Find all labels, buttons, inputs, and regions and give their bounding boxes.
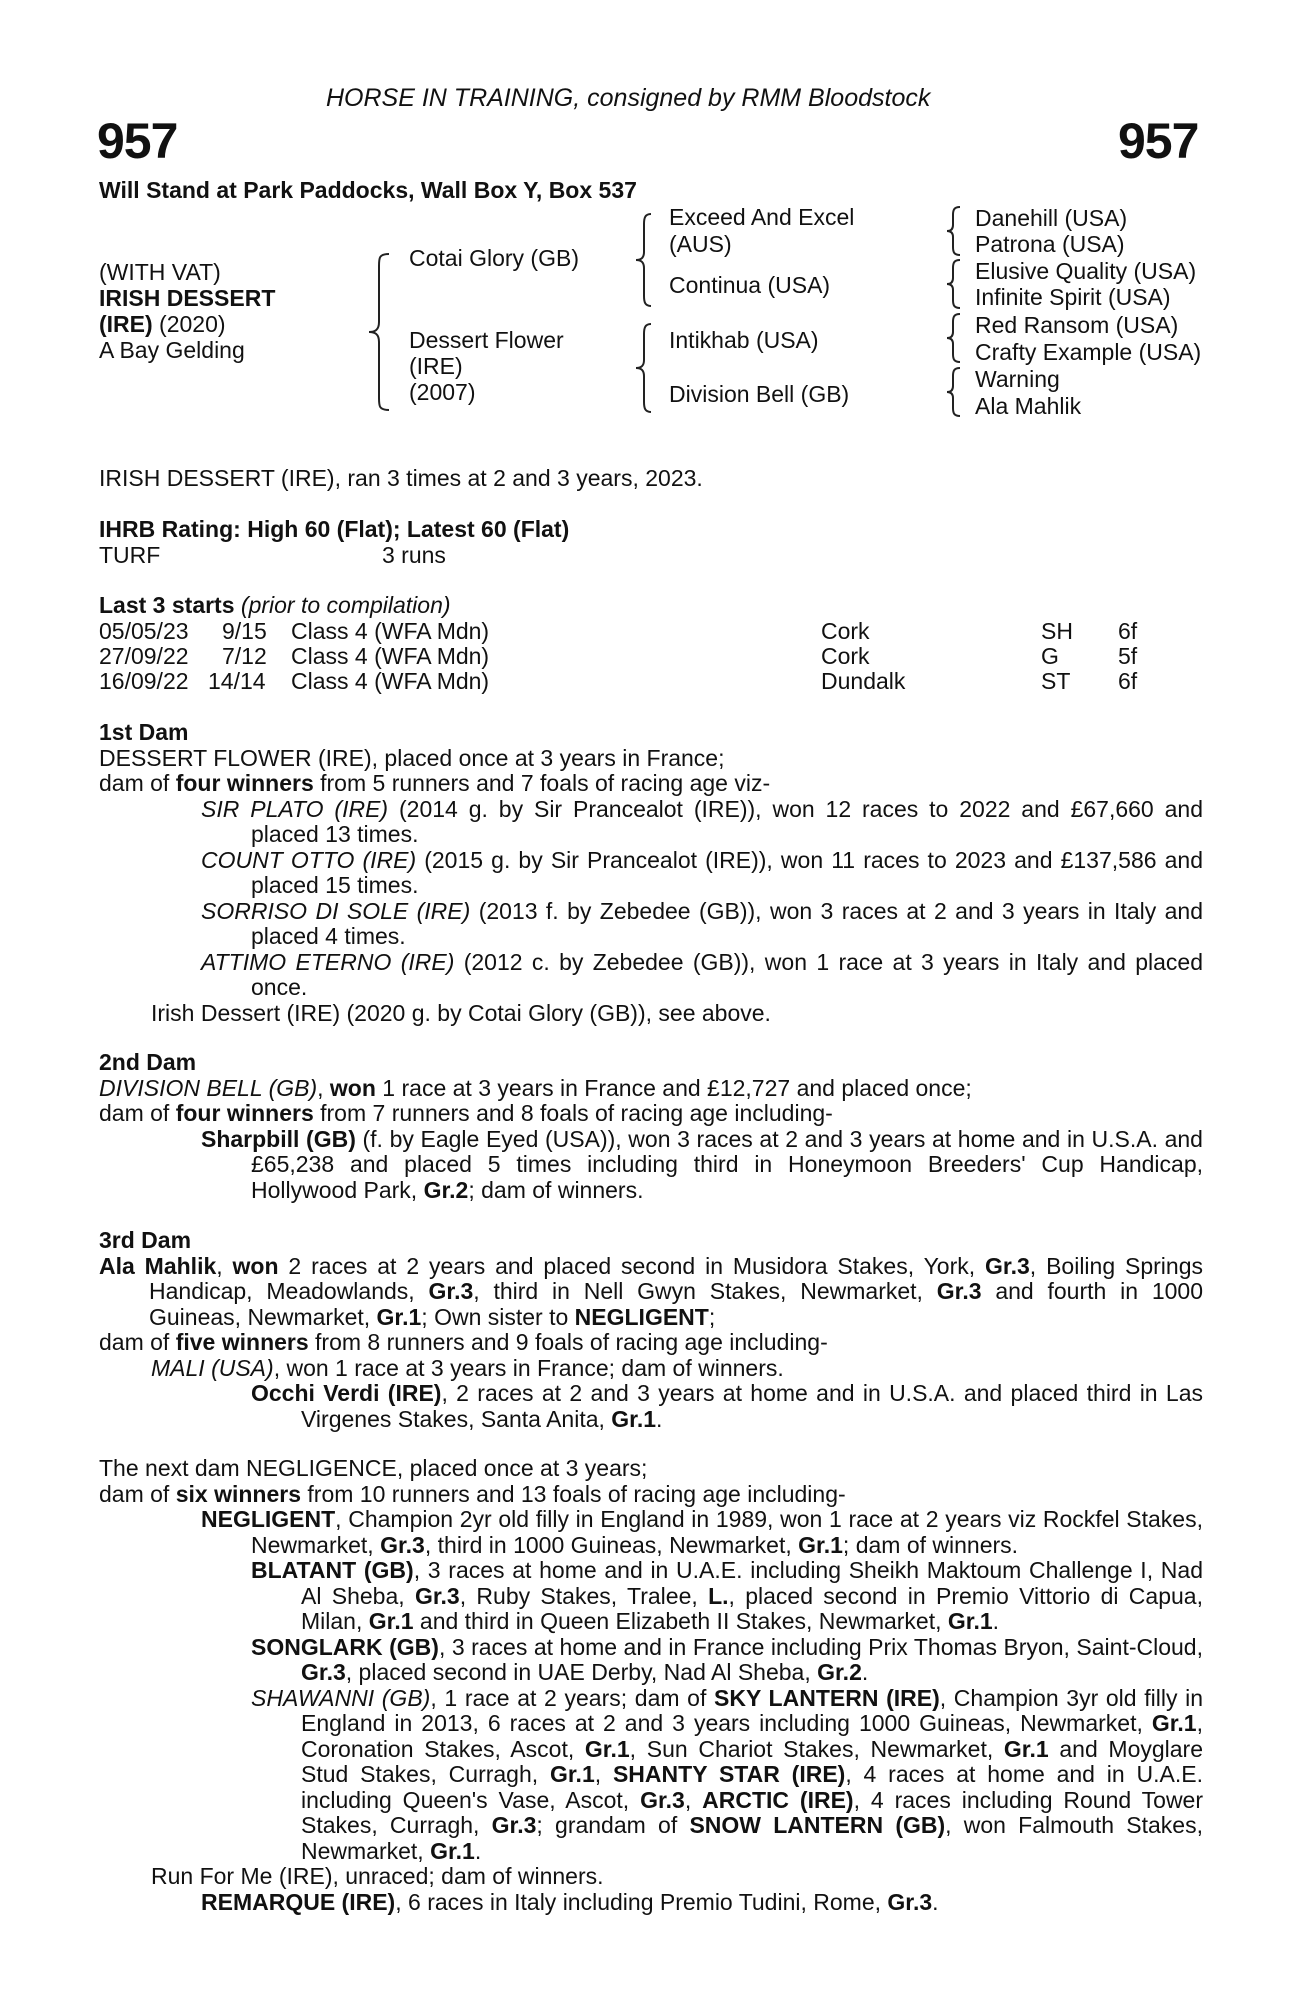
start-row-date: 05/05/23 [99, 618, 189, 644]
pedigree-brace-main [365, 252, 395, 412]
rating-surface: TURF [99, 542, 161, 568]
produce-entry: COUNT OTTO (IRE) (2015 g. by Sir Prancealot (IRE)), won 11 races to 2023 and £137,586 and placed 15 times. [201, 846, 1204, 898]
third-dam-line: Ala Mahlik, won 2 races at 2 years and placed second in Musidora Stakes, York, Gr.3, Boiling Springs Handicap, Meadowlands, Gr.3, third in Nell Gwyn Stakes, Newmarket, Gr.3 and fourth in 1000 Guineas, Newmarket, Gr.1; Own sister to NEGLIGENT; [99, 1252, 1203, 1330]
produce-entry: BLATANT (GB), 3 races at home and in U.A.E. including Sheikh Maktoum Challenge I, Nad Al Sheba, Gr.3, Ruby Stakes, Tralee, L., placed second in Premio Vittorio di Capua, Milan, Gr.1 and third in Queen Elizabeth II Stakes, Newmarket, Gr.1. [251, 1557, 1203, 1634]
start-row-date: 16/09/22 [99, 668, 189, 694]
pedigree-dam-line2: (IRE) [409, 353, 463, 379]
last-starts-title: Last 3 starts [99, 592, 235, 618]
start-row-going: SH [1041, 618, 1073, 644]
produce-entry: Irish Dessert (IRE) (2020 g. by Cotai Glory (GB)), see above. [151, 999, 771, 1026]
pedigree-gen3-6: Crafty Example (USA) [975, 339, 1202, 365]
page-subtitle: HORSE IN TRAINING, consigned by RMM Bloodstock [326, 84, 931, 112]
next-dam-produce-line: dam of six winners from 10 runners and 13 foals of racing age including- [99, 1480, 846, 1507]
horse-name: IRISH DESSERT [99, 285, 276, 311]
produce-entry: SONGLARK (GB), 3 races at home and in France including Prix Thomas Bryon, Saint-Cloud, Gr.3, placed second in UAE Derby, Nad Al Sheba, Gr.2. [251, 1633, 1203, 1685]
start-row-going: G [1041, 643, 1059, 669]
produce-entry: Sharpbill (GB) (f. by Eagle Eyed (USA)), won 3 races at 2 and 3 years at home and in U.S.A. and £65,238 and placed 5 times including third in Honeymoon Breeders' Cup Handicap, Hollywood Park, Gr.2; dam of winners. [201, 1125, 1203, 1203]
start-row-position: 14/14 [208, 668, 266, 694]
first-dam-produce-line: dam of four winners from 5 runners and 7 foals of racing age viz- [99, 770, 771, 796]
start-row-going: ST [1041, 668, 1071, 694]
produce-entry: ATTIMO ETERNO (IRE) (2012 c. by Zebedee (GB)), won 1 race at 3 years in Italy and placed once. [201, 948, 1204, 1000]
start-row-distance: 6f [1118, 618, 1138, 644]
next-dam-section [99, 1456, 1203, 1915]
pedigree-dam-dam: Division Bell (GB) [669, 381, 850, 407]
lot-number-right: 957 [1118, 113, 1199, 169]
produce-entry: REMARQUE (IRE), 6 races in Italy including Premio Tudini, Rome, Gr.3. [201, 1888, 939, 1915]
horse-country: (IRE) [99, 311, 153, 337]
pedigree-dam-line3: (2007) [409, 379, 476, 405]
pedigree-brace-dam [633, 322, 655, 414]
pedigree-gen3-8: Ala Mahlik [975, 393, 1082, 419]
pedigree-dam-sire: Intikhab (USA) [669, 327, 819, 353]
third-dam-section [99, 1228, 1203, 1432]
third-dam-produce-line: dam of five winners from 8 runners and 9 foals of racing age including- [99, 1329, 828, 1355]
horse-origin-line [99, 312, 226, 338]
second-dam-section [99, 1050, 1203, 1203]
first-dam-title: 1st Dam [99, 719, 189, 745]
last-starts-heading [99, 593, 451, 619]
pedigree-gen3-2: Patrona (USA) [975, 231, 1125, 257]
pedigree-brace-g3 [944, 312, 964, 364]
next-dam-line: The next dam NEGLIGENCE, placed once at 3 years; [99, 1455, 648, 1481]
pedigree-sire: Cotai Glory (GB) [409, 245, 579, 271]
produce-entry: SIR PLATO (IRE) (2014 g. by Sir Prancealot (IRE)), won 12 races to 2022 and £67,660 and placed 13 times. [201, 795, 1203, 847]
lot-number-left: 957 [97, 113, 178, 169]
start-row-course: Dundalk [821, 668, 906, 694]
race-summary: IRISH DESSERT (IRE), ran 3 times at 2 and 3 years, 2023. [99, 465, 703, 491]
produce-entry: NEGLIGENT, Champion 2yr old filly in England in 1989, won 1 race at 2 years viz Rockfel Stakes, Newmarket, Gr.3, third in 1000 Guineas, Newmarket, Gr.1; dam of winners. [201, 1506, 1203, 1558]
stand-location: Will Stand at Park Paddocks, Wall Box Y, Box 537 [99, 177, 637, 203]
pedigree-gen3-3: Elusive Quality (USA) [975, 258, 1197, 284]
produce-entry: SHAWANNI (GB), 1 race at 2 years; dam of SKY LANTERN (IRE), Champion 3yr old filly in England in 2013, 6 races at 2 and 3 years including 1000 Guineas, Newmarket, Gr.1, Coronation Stakes, Ascot, Gr.1, Sun Chariot Stakes, Newmarket, Gr.1 and Moyglare Stud Stakes, Curragh, Gr.1, SHANTY STAR (IRE), 4 races at home and in U.A.E. including Queen's Vase, Ascot, Gr.3, ARCTIC (IRE), 4 races including Round Tower Stakes, Curragh, Gr.3; grandam of SNOW LANTERN (GB), won Falmouth Stakes, Newmarket, Gr.1. [251, 1684, 1204, 1864]
pedigree-sire-dam: Continua (USA) [669, 272, 831, 298]
start-row-course: Cork [821, 643, 870, 669]
first-dam-section [99, 720, 1203, 1026]
start-row-race: Class 4 (WFA Mdn) [291, 668, 490, 694]
second-dam-title: 2nd Dam [99, 1049, 197, 1075]
start-row-race: Class 4 (WFA Mdn) [291, 643, 490, 669]
pedigree-gen3-4: Infinite Spirit (USA) [975, 284, 1171, 310]
start-row-distance: 6f [1118, 668, 1138, 694]
rating-title: IHRB Rating: High 60 (Flat); Latest 60 (Flat) [99, 516, 570, 542]
produce-entry: Occhi Verdi (IRE), 2 races at 2 and 3 years at home and in U.S.A. and placed third in Las Virgenes Stakes, Santa Anita, Gr.1. [251, 1380, 1203, 1432]
start-row-date: 27/09/22 [99, 643, 189, 669]
horse-description: A Bay Gelding [99, 337, 245, 363]
second-dam-line: DIVISION BELL (GB), won 1 race at 3 years in France and £12,727 and placed once; [99, 1074, 972, 1101]
produce-entry: Run For Me (IRE), unraced; dam of winners. [151, 1863, 604, 1889]
start-row-race: Class 4 (WFA Mdn) [291, 618, 490, 644]
pedigree-brace-sire [633, 212, 655, 308]
pedigree-sire-sire-line1: Exceed And Excel [669, 204, 855, 230]
rating-runs: 3 runs [382, 542, 446, 568]
start-row-position: 7/12 [222, 643, 267, 669]
start-row-distance: 5f [1118, 643, 1138, 669]
start-row-course: Cork [821, 618, 870, 644]
vat-note: (WITH VAT) [99, 259, 221, 285]
last-starts-note: (prior to compilation) [234, 592, 451, 618]
pedigree-sire-sire-line2: (AUS) [669, 231, 732, 257]
produce-entry: MALI (USA), won 1 race at 3 years in France; dam of winners. [151, 1354, 784, 1381]
second-dam-produce-line: dam of four winners from 7 runners and 8 foals of racing age including- [99, 1100, 833, 1126]
third-dam-title: 3rd Dam [99, 1227, 192, 1253]
pedigree-dam-line1: Dessert Flower [409, 327, 564, 353]
pedigree-gen3-1: Danehill (USA) [975, 205, 1128, 231]
start-row-position: 9/15 [222, 618, 267, 644]
pedigree-gen3-5: Red Ransom (USA) [975, 312, 1179, 338]
pedigree-brace-g2 [944, 258, 964, 310]
pedigree-brace-g1 [944, 205, 964, 257]
produce-entry: SORRISO DI SOLE (IRE) (2013 f. by Zebedee (GB)), won 3 races at 2 and 3 years in Italy and placed 4 times. [201, 897, 1204, 949]
horse-year: (2020) [152, 311, 226, 337]
pedigree-brace-g4 [944, 366, 964, 418]
first-dam-line: DESSERT FLOWER (IRE), placed once at 3 years in France; [99, 744, 725, 771]
pedigree-gen3-7: Warning [975, 366, 1060, 392]
